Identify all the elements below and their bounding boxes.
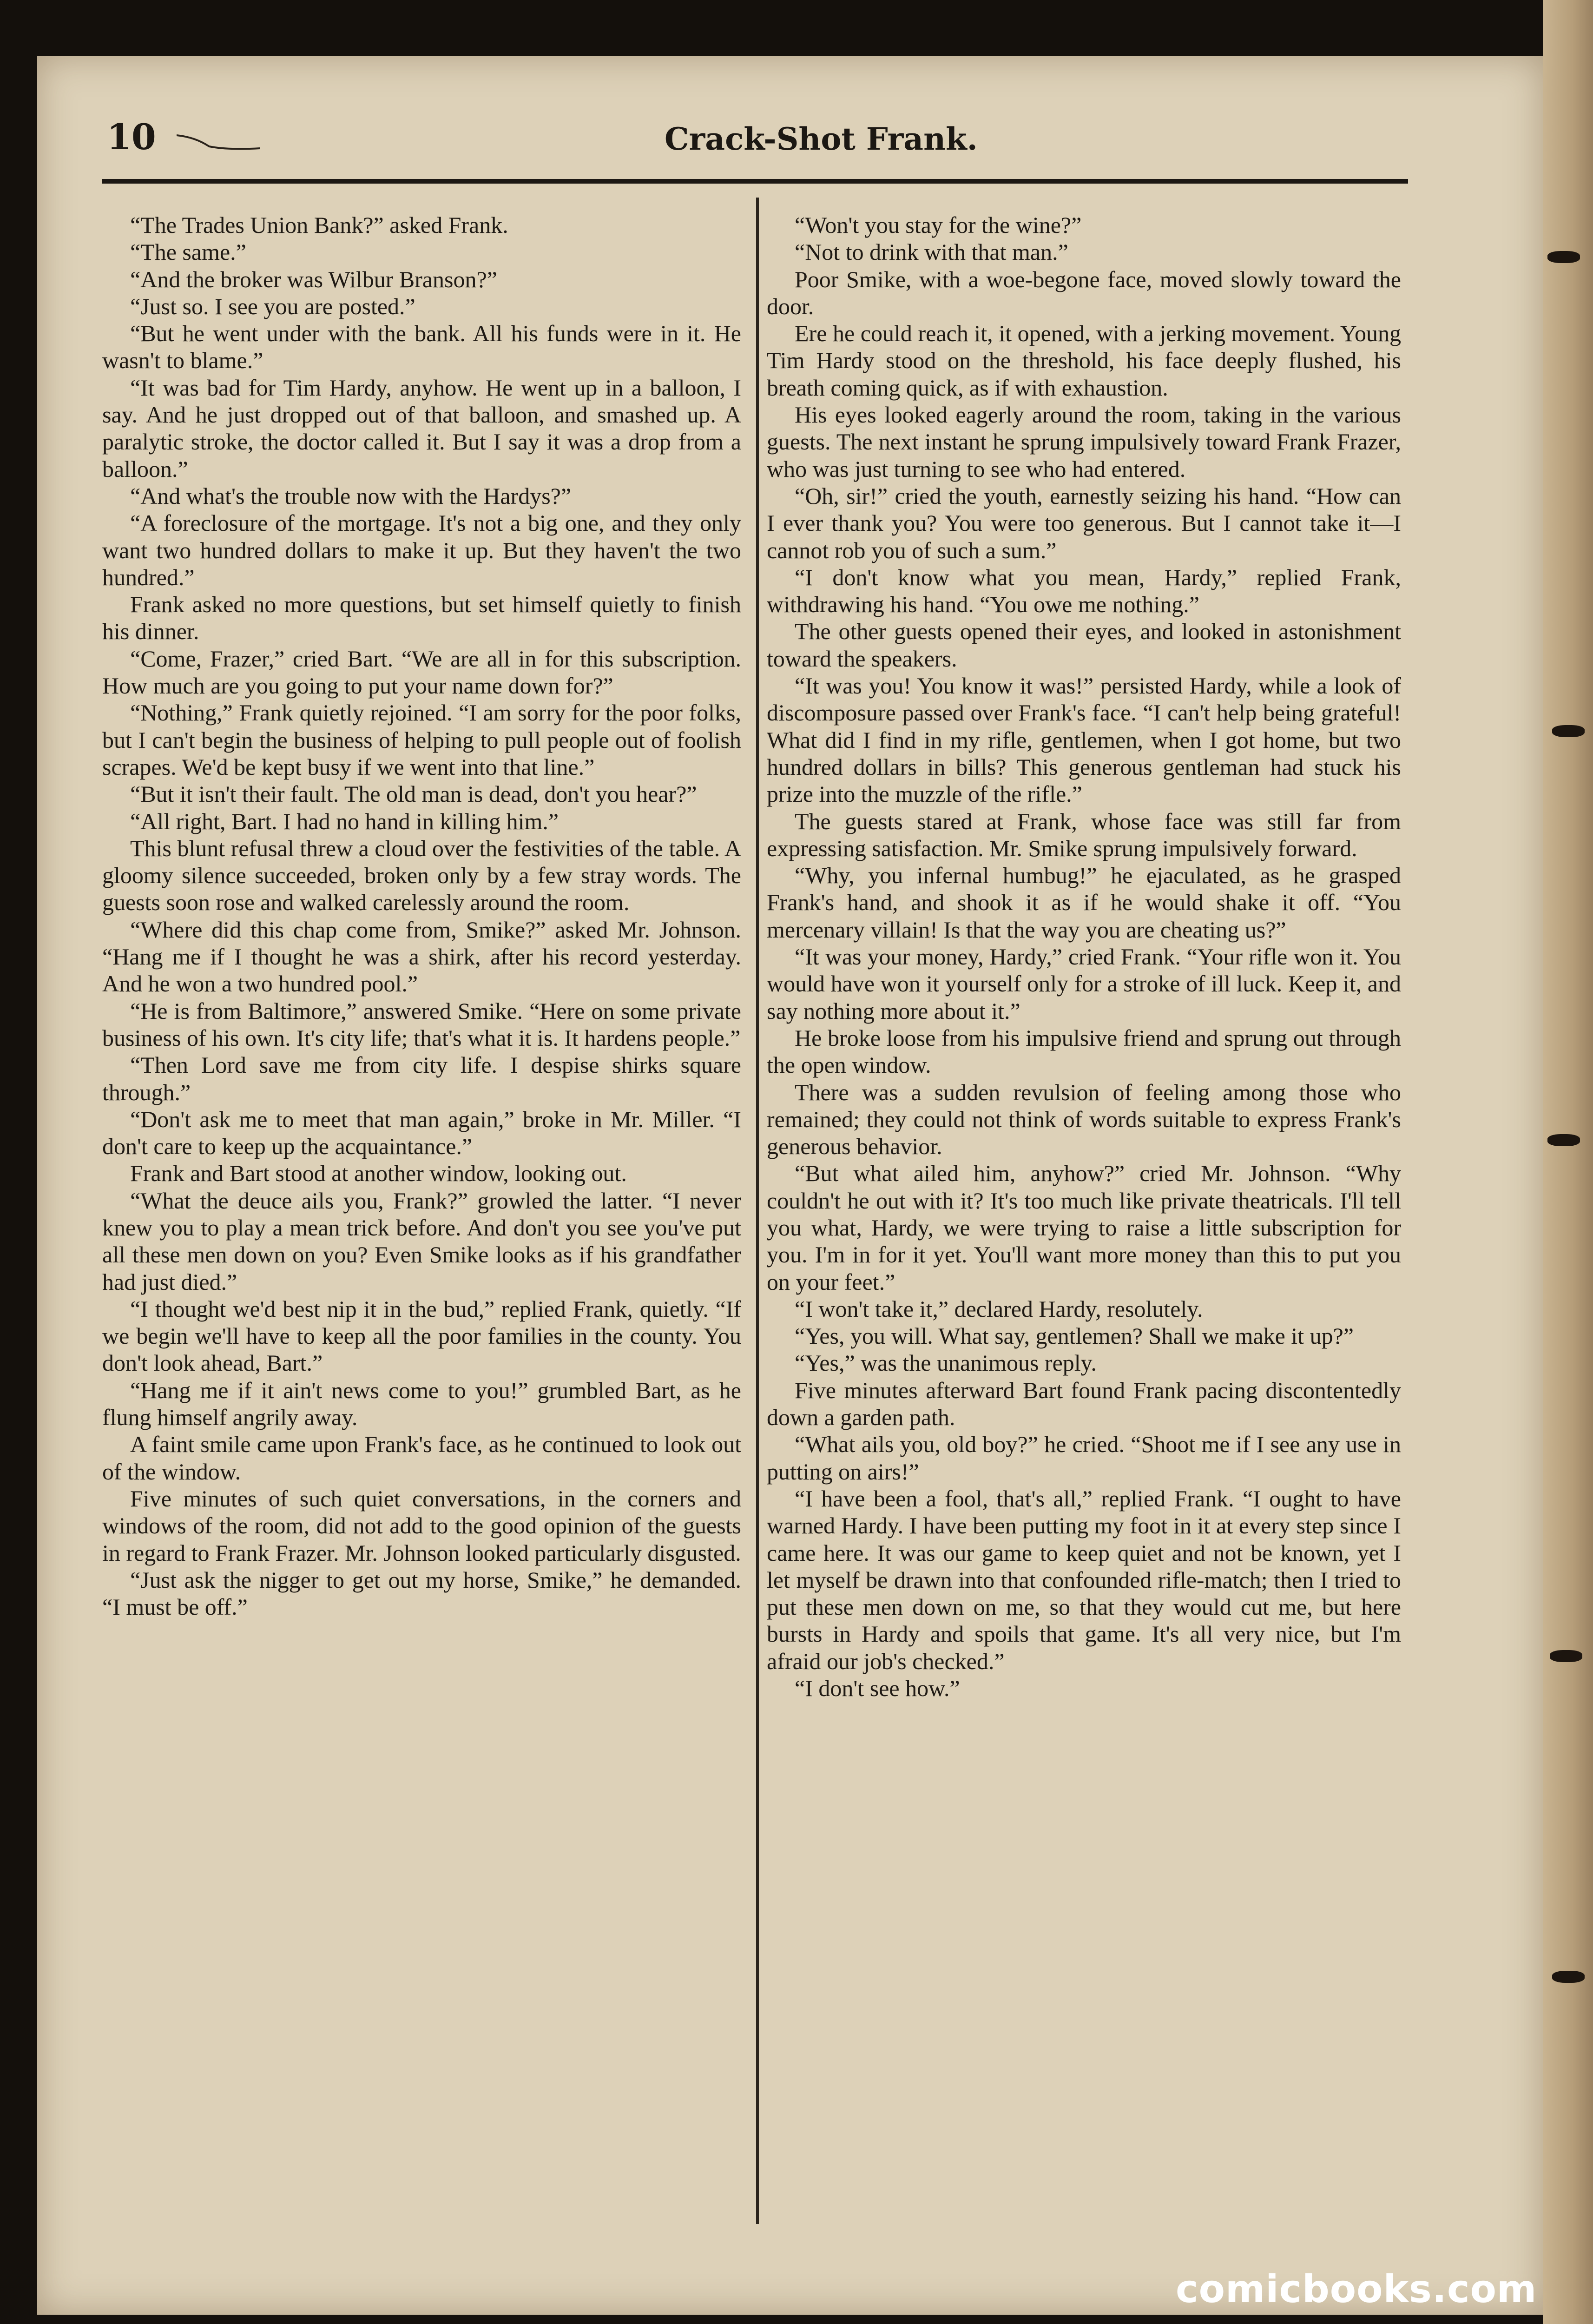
paragraph: “Hang me if it ain't news come to you!” grumbled Bart, as he flung himself angrily away. [102, 1377, 741, 1431]
paragraph: There was a sudden revulsion of feeling among those who remained; they could not think of words suitable to express Frank's generous behavior. [767, 1079, 1401, 1160]
left-text-column [102, 211, 741, 2233]
paragraph: “The Trades Union Bank?” asked Frank. [130, 212, 508, 238]
binding-tear [1547, 1134, 1580, 1146]
paragraph: “Then Lord save me from city life. I despise shirks square through.” [102, 1052, 741, 1105]
watermark: comicbooks.com [1176, 2267, 1537, 2311]
column-divider [756, 198, 759, 2224]
binding-tear [1550, 1650, 1582, 1662]
binding-tear [1552, 725, 1585, 737]
paragraph: Ere he could reach it, it opened, with a jerking movement. Young Tim Hardy stood on the threshold, his face deeply flushed, his breath coming quick, as if with exhaustion. [767, 320, 1401, 401]
paragraph: “But what ailed him, anyhow?” cried Mr. Johnson. “Why couldn't he out with it? It's too much like private theatricals. I'll tell you what, Hardy, we were trying to raise a little subscription for you. I'm in for it yet. You'll want more money than this to put you on your feet.” [767, 1160, 1401, 1295]
paragraph: “It was you! You know it was!” persisted Hardy, while a look of discomposure passed over Frank's face. “I can't help being grateful! What did I find in my rifle, gentlemen, when I got home, but two hundred dollars in bills? This generous gentleman had stuck his prize into the muzzle of the rifle.” [767, 673, 1401, 807]
paragraph: “All right, Bart. I had no hand in killing him.” [130, 808, 559, 834]
paragraph: “Yes,” was the unanimous reply. [795, 1350, 1097, 1376]
paragraph: The guests stared at Frank, whose face was still far from expressing satisfaction. Mr. Smike sprung impulsively forward. [767, 808, 1401, 861]
paragraph: “I don't know what you mean, Hardy,” replied Frank, withdrawing his hand. “You owe me nothing.” [767, 564, 1401, 618]
paragraph: Five minutes of such quiet conversations, in the corners and windows of the room, did not add to the good opinion of the guests in regard to Frank Frazer. Mr. Johnson looked particularly disgusted. [102, 1485, 741, 1566]
page-number: 10 [107, 116, 156, 158]
running-title: Crack-Shot Frank. [665, 121, 978, 157]
paragraph: “Where did this chap come from, Smike?” asked Mr. Johnson. “Hang me if I thought he was a shirk, after his record yesterday. And he won a two hundred pool.” [102, 916, 741, 997]
paragraph: “Come, Frazer,” cried Bart. “We are all in for this subscription. How much are you going to put your name down for?” [102, 645, 741, 699]
paragraph: “It was your money, Hardy,” cried Frank. “Your rifle won it. You would have won it yourself only for a stroke of ill luck. Keep it, and say nothing more about it.” [767, 944, 1401, 1024]
paragraph: “I won't take it,” declared Hardy, resolutely. [795, 1295, 1203, 1322]
paragraph: “What ails you, old boy?” he cried. “Shoot me if I see any use in putting on airs!” [767, 1431, 1401, 1485]
paragraph: He broke loose from his impulsive friend and sprung out through the open window. [767, 1024, 1401, 1078]
paragraph: This blunt refusal threw a cloud over the festivities of the table. A gloomy silence succeeded, broken only by a few stray words. The guests soon rose and walked carelessly around the room. [102, 835, 741, 916]
paragraph: The other guests opened their eyes, and looked in astonishment toward the speakers. [767, 618, 1401, 672]
paragraph: “And the broker was Wilbur Branson?” [130, 266, 497, 292]
paragraph: “It was bad for Tim Hardy, anyhow. He went up in a balloon, I say. And he just dropped out of that balloon, and smashed up. A paralytic stroke, the doctor called it. But I say it was a drop from a balloon.” [102, 374, 741, 482]
paragraph: His eyes looked eagerly around the room, taking in the various guests. The next instant he sprung impulsively toward Frank Frazer, who was just turning to see who had entered. [767, 402, 1401, 482]
binding-tear [1552, 1971, 1585, 1983]
paragraph: “I don't see how.” [795, 1675, 960, 1702]
binding-tear [1547, 251, 1580, 263]
paragraph: “What the deuce ails you, Frank?” growled the latter. “I never knew you to play a mean trick before. And don't you see you've put all these men down on you? Even Smike looks as if his grandfather had just died.” [102, 1187, 741, 1295]
page-header [70, 102, 1403, 167]
paragraph: “I have been a fool, that's all,” replied Frank. “I ought to have warned Hardy. I have been putting my foot in it at every step since I came here. It was our game to keep quiet and not be known, yet I let myself be drawn into that confounded rifle-match; then I tried to put these men down on me, so that they would cut me, but here bursts in Hardy and spoils that game. It's all very nice, but I'm afraid our job's checked.” [767, 1485, 1401, 1674]
page-spine-edge [1543, 0, 1593, 2324]
paragraph: “But he went under with the bank. All his funds were in it. He wasn't to blame.” [102, 320, 741, 374]
paragraph: “I thought we'd best nip it in the bud,” replied Frank, quietly. “If we begin we'll have to keep all the poor families in the county. You don't look ahead, Bart.” [102, 1295, 741, 1376]
paragraph: “He is from Baltimore,” answered Smike. “Here on some private business of his own. It's city life; that's what it is. It hardens people.” [102, 997, 741, 1051]
paragraph: “But it isn't their fault. The old man is dead, don't you hear?” [130, 781, 697, 807]
paragraph: “Not to drink with that man.” [795, 239, 1068, 265]
paragraph: Frank asked no more questions, but set himself quietly to finish his dinner. [102, 591, 741, 645]
paragraph: “Won't you stay for the wine?” [795, 212, 1082, 238]
paragraph: A faint smile came upon Frank's face, as he continued to look out of the window. [102, 1431, 741, 1485]
paragraph: “Don't ask me to meet that man again,” broke in Mr. Miller. “I don't care to keep up the acquaintance.” [102, 1106, 741, 1160]
paragraph: “A foreclosure of the mortgage. It's not a big one, and they only want two hundred dollars to make it up. But they haven't the two hundred.” [102, 510, 741, 590]
paragraph: “Nothing,” Frank quietly rejoined. “I am sorry for the poor folks, but I can't begin the business of helping to pull people out of foolish scrapes. We'd be kept busy if we went into that line.” [102, 700, 741, 780]
paragraph: Five minutes afterward Bart found Frank pacing discontentedly down a garden path. [767, 1377, 1401, 1431]
paragraph: “And what's the trouble now with the Hardys?” [130, 482, 572, 509]
header-rule [102, 179, 1408, 184]
right-text-column [767, 211, 1401, 2233]
paragraph: “Just so. I see you are posted.” [130, 293, 415, 319]
paragraph: “Why, you infernal humbug!” he ejaculated, as he grasped Frank's hand, and shook it as if he would shake it off. “You mercenary villain! Is that the way you are cheating us?” [767, 862, 1401, 943]
paragraph: “Oh, sir!” cried the youth, earnestly seizing his hand. “How can I ever thank you? You were too generous. But I cannot take it—I cannot rob you of such a sum.” [767, 482, 1401, 563]
flourish-ornament [177, 132, 260, 151]
paragraph: “Just ask the nigger to get out my horse, Smike,” he demanded. “I must be off.” [102, 1566, 741, 1620]
paragraph: “The same.” [130, 239, 246, 265]
paragraph: Frank and Bart stood at another window, looking out. [130, 1160, 627, 1187]
paragraph: Poor Smike, with a woe-begone face, moved slowly toward the door. [767, 266, 1401, 319]
paragraph: “Yes, you will. What say, gentlemen? Shall we make it up?” [795, 1323, 1354, 1349]
